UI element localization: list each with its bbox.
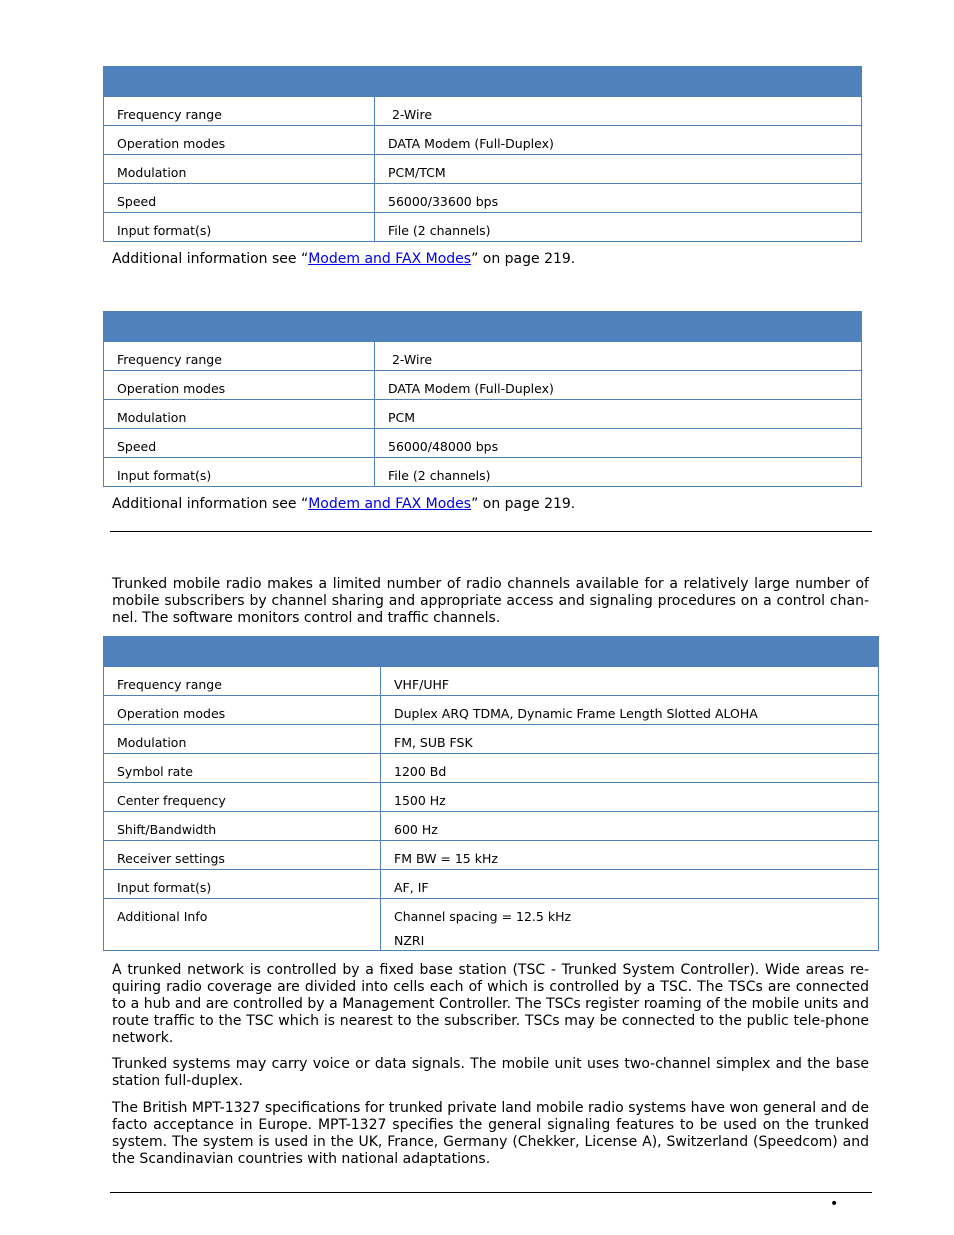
table-row (104, 399, 861, 428)
row-value: DATA Modem (Full-Duplex) (388, 381, 554, 396)
note-suffix: ” on page 219. (471, 251, 576, 267)
note-suffix: ” on page 219. (471, 496, 576, 512)
row-label: Frequency range (104, 342, 375, 370)
table-header (104, 312, 861, 341)
row-label: Speed (104, 184, 375, 212)
spec-table-1 (103, 66, 862, 242)
row-value: 2-Wire (388, 352, 433, 367)
modem-fax-modes-link[interactable]: Modem and FAX Modes (308, 251, 472, 267)
note-prefix: Additional information see “ (112, 496, 309, 512)
table-row (104, 811, 878, 840)
row-label: Modulation (104, 155, 375, 183)
row-value: FM, SUB FSK (394, 735, 473, 750)
row-label: Operation modes (104, 371, 375, 399)
paragraph-mpt1327: The British MPT-1327 specifications for trunked private land mobile radio systems have won general and de facto acceptance in Europe. MPT-1327 specifies the general signaling features to be used on the trunked system. The system is used in the UK, France, Germany (Chekker, License A), Switzerland (Speedcom) and the Scandinavian countries with national adaptations. (112, 1100, 869, 1167)
row-label: Additional Info (104, 899, 381, 950)
row-label: Shift/Bandwidth (104, 812, 381, 840)
row-label: Center frequency (104, 783, 381, 811)
row-value: FM BW = 15 kHz (394, 851, 498, 866)
table-row (104, 212, 861, 241)
paragraph-network: A trunked network is controlled by a fixed base station (TSC - Trunked System Controller). Wide areas re-quiring radio coverage are divided into cells each of which is controlled by a TSC. The TSCs are connected to a hub and are controlled by a Management Controller. The TSCs register roaming of the mobile units and route traffic to the TSC which is nearest to the subscriber. TSCs may be connected to the public tele-phone network. (112, 962, 869, 1046)
additional-info-note-2 (112, 496, 575, 512)
table-header (104, 637, 878, 666)
table-row (104, 840, 878, 869)
table-row (104, 753, 878, 782)
row-label: Operation modes (104, 696, 381, 724)
row-value (381, 899, 571, 950)
row-value: AF, IF (394, 880, 429, 895)
row-value: 600 Hz (394, 822, 438, 837)
table-row (104, 724, 878, 753)
section-divider (110, 531, 872, 532)
spec-table-3 (103, 636, 879, 951)
row-label: Frequency range (104, 97, 375, 125)
footer-divider (110, 1192, 872, 1193)
note-prefix: Additional information see “ (112, 251, 309, 267)
row-label: Speed (104, 429, 375, 457)
table-row (104, 666, 878, 695)
row-value: PCM (388, 410, 416, 425)
row-value: PCM/TCM (388, 165, 446, 180)
row-label: Frequency range (104, 667, 381, 695)
row-value: 1500 Hz (394, 793, 446, 808)
additional-info-note-1 (112, 251, 575, 267)
row-value: Duplex ARQ TDMA, Dynamic Frame Length Slotted ALOHA (394, 706, 758, 721)
row-value: 56000/33600 bps (388, 194, 499, 209)
table-row-additional-info (104, 898, 878, 950)
table-row (104, 125, 861, 154)
table-row (104, 695, 878, 724)
table-row (104, 341, 861, 370)
table-row (104, 869, 878, 898)
table-row (104, 782, 878, 811)
row-value: 1200 Bd (394, 764, 447, 779)
table-row (104, 96, 861, 125)
channel-spacing-value: Channel spacing = 12.5 kHz (394, 909, 572, 924)
row-label: Modulation (104, 725, 381, 753)
intro-paragraph: Trunked mobile radio makes a limited number of radio channels available for a relatively large number of mobile subscribers by channel sharing and appropriate access and signaling procedures on a control chan-nel. The software monitors control and traffic channels. (112, 576, 869, 626)
table-row (104, 154, 861, 183)
row-label: Operation modes (104, 126, 375, 154)
coding-value: NZRI (394, 933, 425, 948)
row-label: Input format(s) (104, 213, 375, 241)
row-value: 2-Wire (388, 107, 433, 122)
modem-fax-modes-link[interactable]: Modem and FAX Modes (308, 496, 472, 512)
table-header (104, 67, 861, 96)
row-value: 56000/48000 bps (388, 439, 499, 454)
table-row (104, 457, 861, 486)
spec-table-2 (103, 311, 862, 487)
row-value: VHF/UHF (394, 677, 450, 692)
table-row (104, 183, 861, 212)
row-label: Symbol rate (104, 754, 381, 782)
row-label: Modulation (104, 400, 375, 428)
table-row (104, 370, 861, 399)
paragraph-voice-data: Trunked systems may carry voice or data signals. The mobile unit uses two-channel simplex and the base station full-duplex. (112, 1056, 869, 1089)
row-value: DATA Modem (Full-Duplex) (388, 136, 554, 151)
row-label: Receiver settings (104, 841, 381, 869)
table-row (104, 428, 861, 457)
row-value: File (2 channels) (388, 223, 491, 238)
row-label: Input format(s) (104, 870, 381, 898)
row-value: File (2 channels) (388, 468, 491, 483)
footer-bullet: • (830, 1196, 839, 1212)
row-label: Input format(s) (104, 458, 375, 486)
